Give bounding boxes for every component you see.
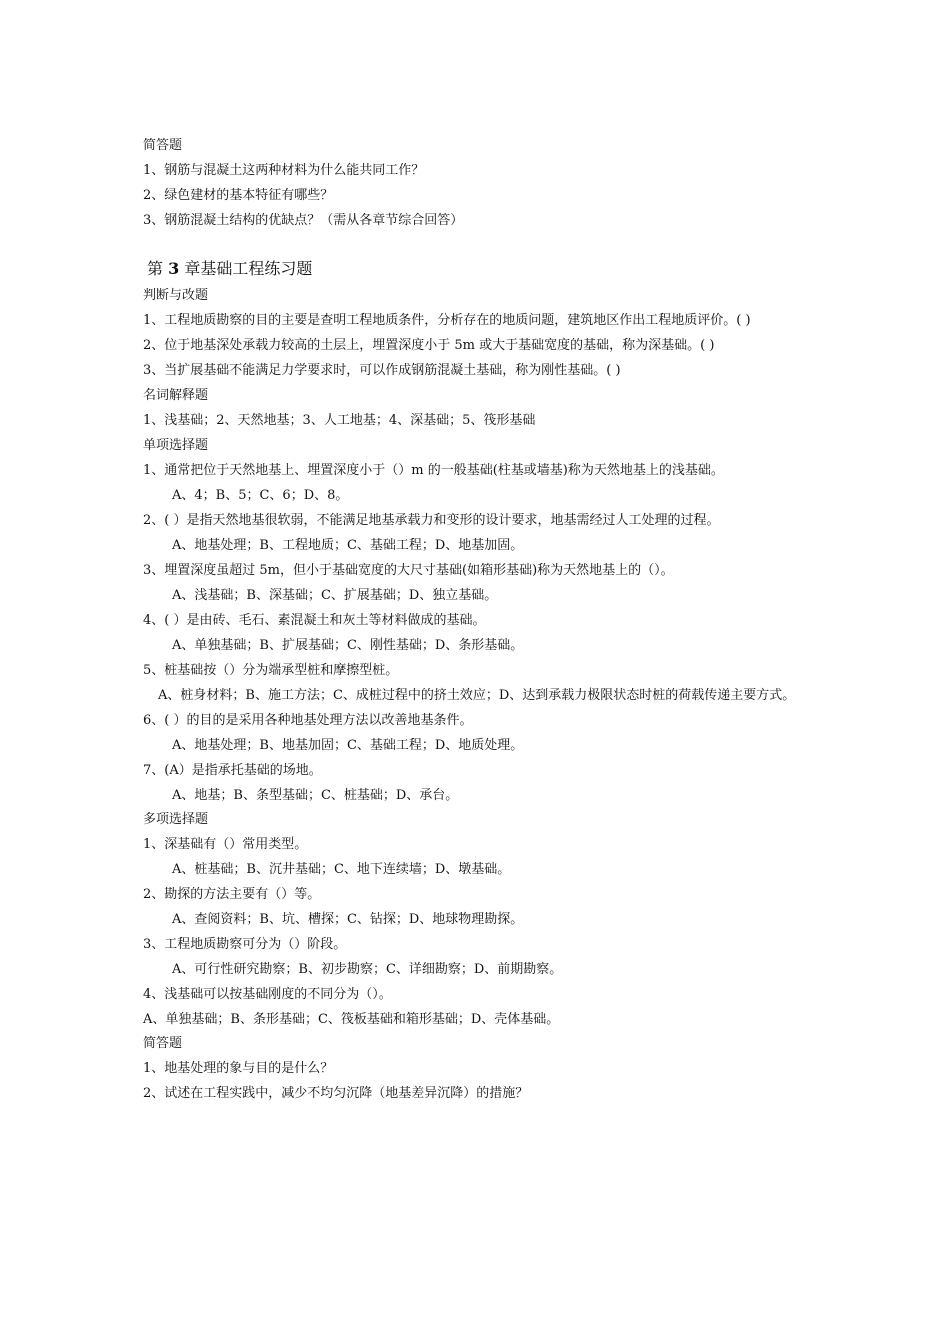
terms-list: 1、浅基础；2、天然地基；3、人工地基；4、深基础；5、筏形基础 <box>143 413 536 428</box>
question-text: 6、( ）的目的是采用各种地基处理方法以改善地基条件。 <box>143 713 473 728</box>
question-text: 3、钢筋混凝土结构的优缺点？（需从各章节综合回答） <box>143 213 464 228</box>
answer-options: A、地基处理；B、工程地质；C、基础工程；D、地基加固。 <box>172 538 524 553</box>
question-text: 2、位于地基深处承载力较高的土层上，埋置深度小于 5m 或大于基础宽度的基础，称为深基础。( ) <box>143 338 715 353</box>
question-text: 7、(A）是指承托基础的场地。 <box>143 763 322 778</box>
chapter-title-suffix: 章基础工程练习题 <box>179 259 313 278</box>
question-text: 4、( ）是由砖、毛石、素混凝土和灰土等材料做成的基础。 <box>143 613 486 628</box>
answer-options: A、桩身材料；B、施工方法；C、成桩过程中的挤土效应；D、达到承载力极限状态时桩的荷载传递主要方式。 <box>158 688 796 703</box>
answer-options: A、4；B、5；C、6；D、8。 <box>172 488 349 503</box>
answer-options: A、查阅资料；B、坑、槽探；C、钻探；D、地球物理勘探。 <box>172 912 524 927</box>
question-text: 1、通常把位于天然地基上、埋置深度小于（）m 的一般基础(柱基或墙基)称为天然地基上的浅基础。 <box>143 463 724 478</box>
section-heading-short-answer-1: 简答题 <box>143 138 183 153</box>
question-text: 4、浅基础可以按基础刚度的不同分为（）。 <box>143 987 392 1002</box>
chapter-title-prefix: 第 <box>147 259 169 278</box>
question-text: 2、勘探的方法主要有（）等。 <box>143 887 321 902</box>
question-text: 3、埋置深度虽超过 5m，但小于基础宽度的大尺寸基础(如箱形基础)称为天然地基上的（）。 <box>143 563 674 578</box>
question-text: 2、绿色建材的基本特征有哪些？ <box>143 188 334 203</box>
answer-options: A、单独基础；B、扩展基础；C、刚性基础；D、条形基础。 <box>172 638 524 653</box>
question-text: 3、工程地质勘察可分为（）阶段。 <box>143 937 347 952</box>
section-heading-terms: 名词解释题 <box>143 388 209 403</box>
chapter-title <box>147 259 312 279</box>
section-heading-multiple-choice: 多项选择题 <box>143 812 209 827</box>
question-text: 1、地基处理的象与目的是什么？ <box>143 1061 334 1076</box>
answer-options: A、单独基础；B、条形基础；C、筏板基础和箱形基础；D、壳体基础。 <box>143 1012 560 1027</box>
section-heading-single-choice: 单项选择题 <box>143 438 209 453</box>
answer-options: A、浅基础；B、深基础；C、扩展基础；D、独立基础。 <box>172 588 498 603</box>
section-heading-short-answer-2: 简答题 <box>143 1036 183 1051</box>
question-text: 5、桩基础按（）分为端承型桩和摩擦型桩。 <box>143 663 399 678</box>
question-text: 3、当扩展基础不能满足力学要求时，可以作成钢筋混凝土基础，称为刚性基础。( ) <box>143 363 621 378</box>
answer-options: A、桩基础；B、沉井基础；C、地下连续墙；D、墩基础。 <box>172 862 511 877</box>
answer-options: A、地基；B、条型基础；C、桩基础；D、承台。 <box>172 788 459 803</box>
question-text: 2、( ）是指天然地基很软弱，不能满足地基承载力和变形的设计要求，地基需经过人工处理的过程。 <box>143 513 720 528</box>
question-text: 2、试述在工程实践中，减少不均匀沉降（地基差异沉降）的措施？ <box>143 1086 529 1101</box>
question-text: 1、深基础有（）常用类型。 <box>143 837 308 852</box>
chapter-number: 3 <box>168 259 180 278</box>
answer-options: A、地基处理；B、地基加固；C、基础工程；D、地质处理。 <box>172 738 524 753</box>
question-text: 1、工程地质勘察的目的主要是查明工程地质条件，分析存在的地质问题，建筑地区作出工程地质评价。( ) <box>143 313 751 328</box>
answer-options: A、可行性研究勘察；B、初步勘察；C、详细勘察；D、前期勘察。 <box>172 962 563 977</box>
section-heading-true-false: 判断与改题 <box>143 288 209 303</box>
question-text: 1、钢筋与混凝土这两种材料为什么能共同工作？ <box>143 163 425 178</box>
